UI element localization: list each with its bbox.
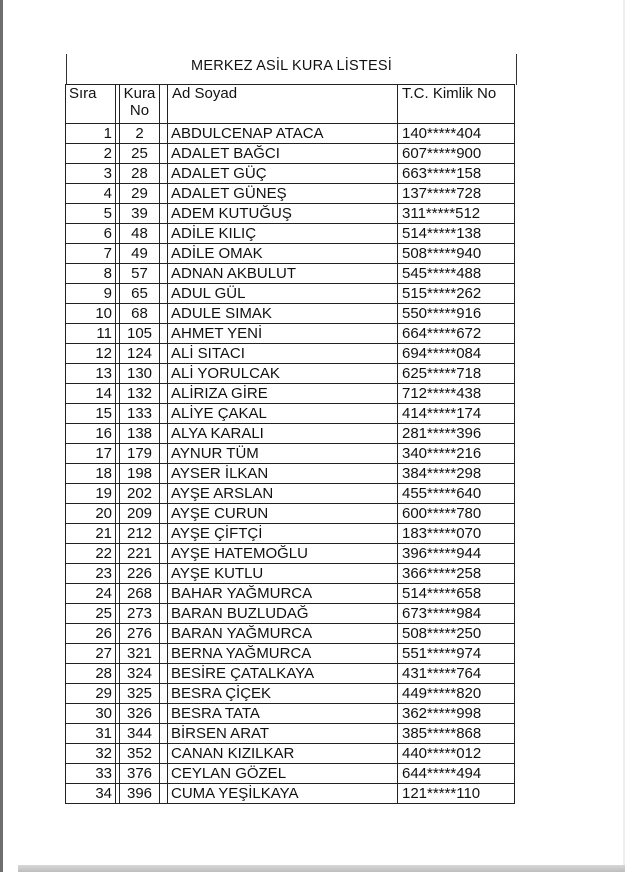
row-tc-kimlik-no: 508*****940	[398, 244, 515, 264]
column-gap	[160, 504, 168, 524]
row-tc-kimlik-no: 625*****718	[398, 364, 515, 384]
row-kura-no: 65	[120, 284, 160, 304]
row-tc-kimlik-no: 550*****916	[398, 304, 515, 324]
row-tc-kimlik-no: 514*****138	[398, 224, 515, 244]
column-gap	[160, 584, 168, 604]
row-tc-kimlik-no: 545*****488	[398, 264, 515, 284]
row-kura-no: 321	[120, 644, 160, 664]
table-row	[66, 384, 515, 404]
column-gap	[160, 564, 168, 584]
column-gap	[160, 744, 168, 764]
table-row	[66, 644, 515, 664]
row-ad-soyad: BESİRE ÇATALKAYA	[168, 664, 398, 684]
row-kura-no: 268	[120, 584, 160, 604]
row-kura-no: 396	[120, 784, 160, 804]
row-sira: 21	[66, 524, 116, 544]
column-gap	[160, 684, 168, 704]
column-gap	[160, 184, 168, 204]
row-ad-soyad: AYŞE ÇİFTÇİ	[168, 524, 398, 544]
row-tc-kimlik-no: 311*****512	[398, 204, 515, 224]
column-gap	[160, 344, 168, 364]
column-gap	[160, 284, 168, 304]
row-kura-no: 57	[120, 264, 160, 284]
table-row	[66, 184, 515, 204]
row-sira: 23	[66, 564, 116, 584]
column-gap	[160, 784, 168, 804]
row-ad-soyad: AYSER İLKAN	[168, 464, 398, 484]
row-sira: 11	[66, 324, 116, 344]
table-row	[66, 504, 515, 524]
column-gap	[160, 624, 168, 644]
table-row	[66, 624, 515, 644]
table-row	[66, 584, 515, 604]
row-tc-kimlik-no: 137*****728	[398, 184, 515, 204]
row-kura-no: 209	[120, 504, 160, 524]
table-row	[66, 404, 515, 424]
row-sira: 32	[66, 744, 116, 764]
page-left-edge	[0, 0, 3, 872]
column-gap	[160, 604, 168, 624]
row-ad-soyad: ALİ SITACI	[168, 344, 398, 364]
row-ad-soyad: ALYA KARALI	[168, 424, 398, 444]
column-gap	[160, 664, 168, 684]
row-sira: 16	[66, 424, 116, 444]
row-ad-soyad: AYNUR TÜM	[168, 444, 398, 464]
row-sira: 24	[66, 584, 116, 604]
table-row	[66, 464, 515, 484]
row-ad-soyad: AYŞE HATEMOĞLU	[168, 544, 398, 564]
row-ad-soyad: BESRA TATA	[168, 704, 398, 724]
row-ad-soyad: ADALET BAĞCI	[168, 144, 398, 164]
row-tc-kimlik-no: 694*****084	[398, 344, 515, 364]
row-kura-no: 324	[120, 664, 160, 684]
column-gap	[160, 764, 168, 784]
table-row	[66, 144, 515, 164]
title-box	[66, 54, 517, 85]
row-tc-kimlik-no: 455*****640	[398, 484, 515, 504]
table-row	[66, 304, 515, 324]
column-gap	[160, 484, 168, 504]
row-kura-no: 198	[120, 464, 160, 484]
table-row	[66, 284, 515, 304]
row-tc-kimlik-no: 281*****396	[398, 424, 515, 444]
row-kura-no: 130	[120, 364, 160, 384]
row-ad-soyad: BİRSEN ARAT	[168, 724, 398, 744]
row-sira: 17	[66, 444, 116, 464]
row-kura-no: 325	[120, 684, 160, 704]
row-ad-soyad: CUMA YEŞİLKAYA	[168, 784, 398, 804]
row-tc-kimlik-no: 385*****868	[398, 724, 515, 744]
row-kura-no: 276	[120, 624, 160, 644]
row-ad-soyad: BESRA ÇİÇEK	[168, 684, 398, 704]
row-ad-soyad: AYŞE KUTLU	[168, 564, 398, 584]
column-gap	[160, 424, 168, 444]
page-bottom-edge	[18, 865, 625, 872]
row-ad-soyad: ADEM KUTUĞUŞ	[168, 204, 398, 224]
row-ad-soyad: CANAN KIZILKAR	[168, 744, 398, 764]
row-sira: 3	[66, 164, 116, 184]
table-row	[66, 724, 515, 744]
row-sira: 19	[66, 484, 116, 504]
row-sira: 5	[66, 204, 116, 224]
row-kura-no: 138	[120, 424, 160, 444]
table-row	[66, 544, 515, 564]
column-gap	[160, 384, 168, 404]
column-gap	[160, 324, 168, 344]
table-row	[66, 484, 515, 504]
header-ad-soyad: Ad Soyad	[168, 85, 398, 124]
column-gap	[160, 85, 168, 124]
row-kura-no: 179	[120, 444, 160, 464]
column-gap	[160, 724, 168, 744]
row-tc-kimlik-no: 431*****764	[398, 664, 515, 684]
row-kura-no: 221	[120, 544, 160, 564]
row-kura-no: 273	[120, 604, 160, 624]
row-tc-kimlik-no: 663*****158	[398, 164, 515, 184]
row-kura-no: 326	[120, 704, 160, 724]
row-sira: 28	[66, 664, 116, 684]
row-tc-kimlik-no: 449*****820	[398, 684, 515, 704]
row-tc-kimlik-no: 607*****900	[398, 144, 515, 164]
column-gap	[160, 144, 168, 164]
row-ad-soyad: ADALET GÜÇ	[168, 164, 398, 184]
row-ad-soyad: AYŞE ARSLAN	[168, 484, 398, 504]
row-kura-no: 226	[120, 564, 160, 584]
row-sira: 8	[66, 264, 116, 284]
row-sira: 33	[66, 764, 116, 784]
row-kura-no: 48	[120, 224, 160, 244]
row-tc-kimlik-no: 340*****216	[398, 444, 515, 464]
row-kura-no: 212	[120, 524, 160, 544]
table-row	[66, 684, 515, 704]
row-sira: 6	[66, 224, 116, 244]
row-sira: 22	[66, 544, 116, 564]
row-ad-soyad: BARAN BUZLUDAĞ	[168, 604, 398, 624]
row-ad-soyad: AHMET YENİ	[168, 324, 398, 344]
row-kura-no: 376	[120, 764, 160, 784]
row-kura-no: 124	[120, 344, 160, 364]
table-row	[66, 364, 515, 384]
kura-table	[65, 84, 515, 804]
column-gap	[160, 304, 168, 324]
row-sira: 29	[66, 684, 116, 704]
row-sira: 1	[66, 124, 116, 144]
row-kura-no: 29	[120, 184, 160, 204]
row-sira: 4	[66, 184, 116, 204]
document-title: MERKEZ ASİL KURA LİSTESİ	[191, 58, 392, 74]
row-ad-soyad: AYŞE CURUN	[168, 504, 398, 524]
row-kura-no: 25	[120, 144, 160, 164]
column-gap	[160, 204, 168, 224]
column-gap	[160, 704, 168, 724]
row-tc-kimlik-no: 121*****110	[398, 784, 515, 804]
row-tc-kimlik-no: 551*****974	[398, 644, 515, 664]
header-kura-line1: Kura	[123, 85, 156, 102]
table-row	[66, 704, 515, 724]
row-ad-soyad: ALİRIZA GİRE	[168, 384, 398, 404]
row-sira: 13	[66, 364, 116, 384]
row-ad-soyad: ADALET GÜNEŞ	[168, 184, 398, 204]
table-row	[66, 784, 515, 804]
row-tc-kimlik-no: 515*****262	[398, 284, 515, 304]
table-row	[66, 164, 515, 184]
row-sira: 26	[66, 624, 116, 644]
table-header-row	[66, 85, 515, 124]
row-ad-soyad: ALİ YORULCAK	[168, 364, 398, 384]
row-sira: 15	[66, 404, 116, 424]
row-tc-kimlik-no: 600*****780	[398, 504, 515, 524]
row-ad-soyad: ABDULCENAP ATACA	[168, 124, 398, 144]
column-gap	[160, 364, 168, 384]
row-kura-no: 49	[120, 244, 160, 264]
row-tc-kimlik-no: 362*****998	[398, 704, 515, 724]
column-gap	[160, 644, 168, 664]
row-kura-no: 68	[120, 304, 160, 324]
row-ad-soyad: BARAN YAĞMURCA	[168, 624, 398, 644]
row-sira: 27	[66, 644, 116, 664]
row-ad-soyad: BAHAR YAĞMURCA	[168, 584, 398, 604]
row-tc-kimlik-no: 414*****174	[398, 404, 515, 424]
column-gap	[160, 264, 168, 284]
row-tc-kimlik-no: 183*****070	[398, 524, 515, 544]
row-ad-soyad: ADNAN AKBULUT	[168, 264, 398, 284]
row-sira: 31	[66, 724, 116, 744]
column-gap	[160, 404, 168, 424]
table-row	[66, 244, 515, 264]
row-kura-no: 344	[120, 724, 160, 744]
table-body	[66, 124, 515, 804]
row-tc-kimlik-no: 440*****012	[398, 744, 515, 764]
row-ad-soyad: ALİYE ÇAKAL	[168, 404, 398, 424]
row-sira: 10	[66, 304, 116, 324]
table-row	[66, 424, 515, 444]
row-kura-no: 2	[120, 124, 160, 144]
column-gap	[160, 164, 168, 184]
table-row	[66, 324, 515, 344]
row-tc-kimlik-no: 508*****250	[398, 624, 515, 644]
row-ad-soyad: ADUL GÜL	[168, 284, 398, 304]
row-tc-kimlik-no: 514*****658	[398, 584, 515, 604]
row-sira: 14	[66, 384, 116, 404]
row-sira: 2	[66, 144, 116, 164]
table-row	[66, 264, 515, 284]
table-row	[66, 604, 515, 624]
row-kura-no: 133	[120, 404, 160, 424]
table-row	[66, 444, 515, 464]
table-row	[66, 524, 515, 544]
row-kura-no: 39	[120, 204, 160, 224]
table-row	[66, 344, 515, 364]
table-row	[66, 564, 515, 584]
column-gap	[160, 244, 168, 264]
column-gap	[160, 124, 168, 144]
row-ad-soyad: CEYLAN GÖZEL	[168, 764, 398, 784]
row-kura-no: 132	[120, 384, 160, 404]
row-tc-kimlik-no: 644*****494	[398, 764, 515, 784]
row-sira: 34	[66, 784, 116, 804]
row-kura-no: 202	[120, 484, 160, 504]
row-ad-soyad: BERNA YAĞMURCA	[168, 644, 398, 664]
row-tc-kimlik-no: 712*****438	[398, 384, 515, 404]
table-row	[66, 204, 515, 224]
table-row	[66, 224, 515, 244]
row-tc-kimlik-no: 664*****672	[398, 324, 515, 344]
row-ad-soyad: ADİLE OMAK	[168, 244, 398, 264]
header-tc-kimlik-no: T.C. Kimlik No	[398, 85, 515, 124]
row-tc-kimlik-no: 140*****404	[398, 124, 515, 144]
table-row	[66, 664, 515, 684]
header-kura-no	[120, 85, 160, 124]
header-sira: Sıra	[66, 85, 116, 124]
row-kura-no: 28	[120, 164, 160, 184]
row-sira: 25	[66, 604, 116, 624]
row-kura-no: 352	[120, 744, 160, 764]
column-gap	[160, 224, 168, 244]
table-row	[66, 744, 515, 764]
row-sira: 7	[66, 244, 116, 264]
table-row	[66, 124, 515, 144]
row-kura-no: 105	[120, 324, 160, 344]
row-tc-kimlik-no: 384*****298	[398, 464, 515, 484]
column-gap	[160, 524, 168, 544]
row-ad-soyad: ADİLE KILIÇ	[168, 224, 398, 244]
row-sira: 18	[66, 464, 116, 484]
row-tc-kimlik-no: 673*****984	[398, 604, 515, 624]
column-gap	[160, 544, 168, 564]
row-tc-kimlik-no: 366*****258	[398, 564, 515, 584]
row-sira: 30	[66, 704, 116, 724]
row-sira: 12	[66, 344, 116, 364]
row-tc-kimlik-no: 396*****944	[398, 544, 515, 564]
row-sira: 20	[66, 504, 116, 524]
table-row	[66, 764, 515, 784]
row-ad-soyad: ADULE SIMAK	[168, 304, 398, 324]
column-gap	[160, 464, 168, 484]
column-gap	[160, 444, 168, 464]
header-kura-line2: No	[129, 102, 150, 119]
row-sira: 9	[66, 284, 116, 304]
